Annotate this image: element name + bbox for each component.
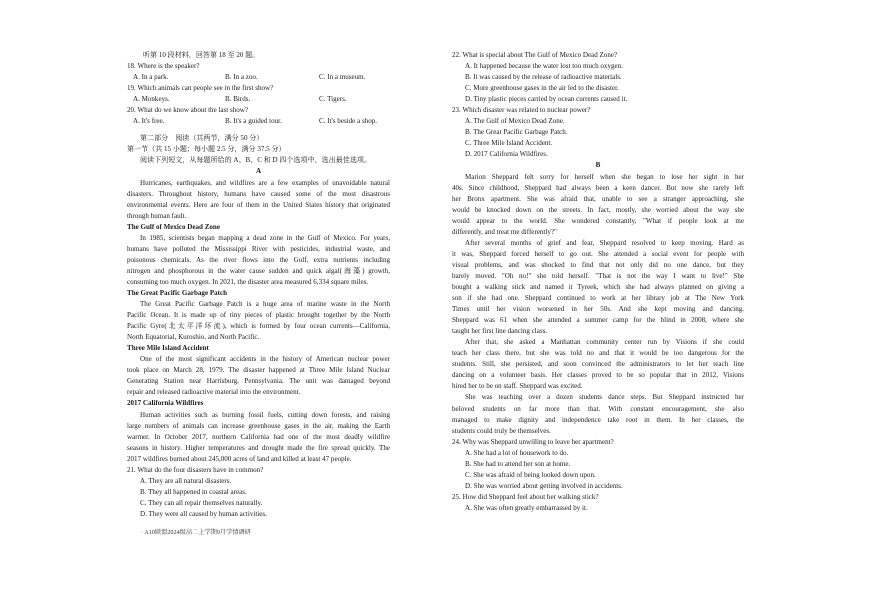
passage-line: it was, Sheppard forced herself to go out. She attended a social event for people with: [452, 249, 744, 258]
option: A. She had a lot of housework to do.: [465, 448, 569, 457]
option: C. In a museum.: [319, 73, 366, 82]
passage-line: seasons in history. Higher temperatures and drought made the fire spread quickly. The: [127, 443, 390, 452]
page-footer: · A10联盟2024级高二上学期9月学情调研: [141, 529, 251, 536]
passage-line: repair and released radioactive material into the environment.: [127, 388, 301, 397]
passage-line: through human fault.: [127, 211, 187, 220]
passage-line: barely moved. "Oh no!" she told herself. "That is not the way I want to live!" She: [452, 271, 744, 280]
passage-line: disasters. Throughout history, humans have caused some of the most disastrous: [127, 189, 390, 198]
passage-line: One of the most significant accidents in the history of American nuclear power: [140, 355, 390, 364]
right-column: [452, 50, 744, 514]
passage-line: dancing on a volunteer basis. Her classes proved to be so popular that in 2012, Visions: [452, 371, 744, 380]
passage-line: taught her first line dancing class.: [452, 327, 548, 336]
option: D. Tiny plastic pieces carried by ocean currents caused it.: [465, 95, 628, 104]
passage-line: In 1985, scientists began mapping a dead zone in the Gulf of Mexico. For years,: [140, 233, 390, 242]
option-row: [127, 116, 390, 127]
option: A. They are all natural disasters.: [140, 476, 232, 485]
option: B. They all happened in coastal areas.: [140, 487, 247, 496]
option: A. It happened because the water lost too much oxygen.: [465, 62, 623, 71]
passage-line: her Bronx apartment. She was afraid that, unable to see a stranger approaching, she: [452, 194, 744, 203]
part-title: 第二部分 阅读（共两节，满分 50 分）: [140, 134, 264, 143]
question-24: [452, 437, 744, 492]
passage-line: visual problems, and was shocked to find that not only did no one dance, but they: [452, 260, 744, 269]
passage-b-letter: B: [595, 161, 601, 170]
question-22: [452, 50, 744, 105]
option: A. She was often greatly embarrassed by it.: [465, 503, 588, 512]
passage-line: North Equatorial, Kuroshio, and North Pacific.: [127, 333, 260, 342]
option: B. It was caused by the release of radioactive materials.: [465, 73, 622, 82]
question-stem: 20. What do we know about the last show?: [127, 106, 249, 115]
section-heading: The Great Pacific Garbage Patch: [127, 288, 228, 297]
passage-line: differently, and treat me differently?": [452, 227, 557, 236]
passage-line: 2017 wildfires burned about 245,000 acres of land and killed at least 47 people.: [127, 454, 352, 463]
option: A. It's free.: [133, 117, 165, 126]
question-stem: 22. What is special about The Gulf of Mexico Dead Zone?: [452, 51, 618, 59]
passage-line: Pacific Ocean. It is made up of tiny pieces of plastic brought together by the North: [127, 311, 390, 320]
passage-line: bought a walking stick and named it Tyreek, which she had always planned on giving a: [452, 282, 744, 291]
passage-line: poisonous chemicals. As the river flows into the Gulf, extra nutrients including: [127, 255, 390, 264]
section-heading: The Gulf of Mexico Dead Zone: [127, 222, 220, 231]
passage-line: beloved students on far more than that. With constant encouragement, she also: [452, 404, 744, 413]
question-21: [127, 465, 390, 520]
passage-a-letter: A: [255, 167, 262, 176]
question-stem: 23. Which disaster was related to nuclear power?: [452, 106, 591, 115]
passage-line: consuming too much oxygen. In 2021, the disaster area measured 6,334 square miles.: [127, 277, 369, 286]
passage-line: son if she had one. Sheppard continued to work at her library job at The New York: [452, 294, 744, 303]
passage-line: took place on March 28, 1979. The disaster happened at Three Mile Island Nuclear: [127, 366, 390, 375]
option: A. Monkeys.: [133, 95, 170, 104]
passage-line: would appear to the world. She wondered constantly, "What if people look at me: [452, 216, 744, 225]
option: C. It's beside a shop.: [319, 117, 378, 126]
question-stem: 24. Why was Sheppard unwilling to leave her apartment?: [452, 437, 614, 446]
option: D. They were all caused by human activities.: [140, 509, 267, 518]
passage-line: teach her class there, but she was told no and that it would be too dangerous for the: [452, 349, 744, 358]
section-instruction: 阅读下列短文，从每题所给的 A、B、C 和 D 四个选项中，选出最佳选项。: [140, 156, 371, 165]
option: C. Three Mile Island Accident.: [465, 139, 553, 148]
passage-line: 40s. Since childhood, Sheppard had always been a keen dancer. But now she rarely left: [452, 183, 744, 192]
passage-a-body: [127, 178, 390, 465]
left-column: [127, 50, 390, 520]
passage-line: The Great Pacific Garbage Patch is a huge area of marine waste in the North: [140, 300, 390, 309]
option: C. They can all repair themselves naturally.: [140, 498, 263, 507]
passage-line: would be knocked down on the streets. In fact, mostly, she worried about the way she: [452, 205, 744, 214]
section-heading: 2017 California Wildfires: [127, 399, 204, 408]
option: C. Tigers.: [319, 95, 347, 104]
option: C. She was afraid of being looked down upon.: [465, 470, 596, 479]
passage-line: She was teaching over a dozen students dance steps. But Sheppard instructed her: [465, 393, 744, 402]
option: B. The Great Pacific Garbage Patch.: [465, 128, 568, 137]
listening-questions: [127, 61, 390, 127]
question-stem: 19. Which animals can people see in the first show?: [127, 84, 274, 93]
option: D. 2017 California Wildfires.: [465, 150, 548, 159]
passage-line: Pacific Gyre(北太平洋环流), which is formed by four ocean currents—California,: [127, 322, 390, 331]
passage-line: Generating Station near Harrisburg, Pennsylvania. The unit was damaged beyond: [127, 377, 390, 386]
passage-line: After several months of grief and fear, Sheppard resolved to keep moving. Hard as: [465, 238, 744, 247]
option: A. In a park.: [133, 73, 169, 82]
passage-line: students could truly be themselves.: [452, 426, 551, 435]
passage-line: nitrogen and phosphorous in the water cause sudden and quick algal(海藻) growth,: [127, 266, 390, 275]
option: A. The Gulf of Mexico Dead Zone.: [465, 117, 565, 126]
passage-line: students. Still, she persisted, and soon convinced the administrators to let her teach line: [452, 360, 744, 369]
option-row: [127, 72, 390, 83]
passage-line: hired her to be on staff. Sheppard was excited.: [452, 382, 583, 391]
question-stem: 21. What do the four disasters have in common?: [127, 465, 264, 474]
option: B. Birds.: [225, 95, 251, 104]
passage-line: Hurricanes, earthquakes, and wildfires are a few examples of unavoidable natural: [140, 178, 390, 187]
listening-instruction: 听第 10 段材料，回答第 18 至 20 题。: [143, 51, 260, 59]
option: D. She was worried about getting involved in accidents.: [465, 481, 623, 490]
option: C. More greenhouse gases in the air led to the disaster.: [465, 84, 619, 93]
passage-line: managed to make dignity and independence take root in them. In her classes, the: [452, 415, 744, 424]
section-title: 第一节（共 15 小题；每小题 2.5 分，满分 37.5 分）: [127, 145, 286, 154]
option: B. It's a guided tour.: [225, 117, 282, 126]
passage-line: warmer. In October 2017, northern California had one of the most deadly wildfire: [127, 432, 390, 441]
option-row: [127, 94, 390, 105]
passage-line: Sheppard was 61 when she attended a summer camp for the blind in 2008, where she: [452, 316, 744, 325]
passage-line: Marion Sheppard felt sorry for herself when she began to lose her sight in her: [465, 172, 744, 181]
passage-line: Human activities such as burning fossil fuels, cutting down forests, and raising: [140, 410, 390, 419]
passage-line: After that, she asked a Manhattan community center run by Visions if she could: [465, 338, 744, 347]
option: B. She had to attend her son at home.: [465, 459, 571, 468]
passage-line: humans have polluted the Mississippi River with pesticides, industrial waste, and: [127, 244, 390, 253]
question-stem: 18. Where is the speaker?: [127, 62, 200, 71]
question-23: [452, 105, 744, 160]
passage-line: environmental events. Here are four of them in the United States history that originated: [127, 200, 390, 209]
passage-line: Times until her vision worsened in her 50s. And she kept moving and dancing.: [452, 305, 744, 314]
passage-line: large numbers of animals can increase greenhouse gases in the air, making the Earth: [127, 421, 390, 430]
passage-b-body: [452, 172, 744, 437]
question-25: [452, 492, 744, 514]
section-heading: Three Mile Island Accident: [127, 344, 209, 353]
option: B. In a zoo.: [225, 73, 258, 82]
question-stem: 25. How did Sheppard feel about her walking stick?: [452, 492, 599, 501]
